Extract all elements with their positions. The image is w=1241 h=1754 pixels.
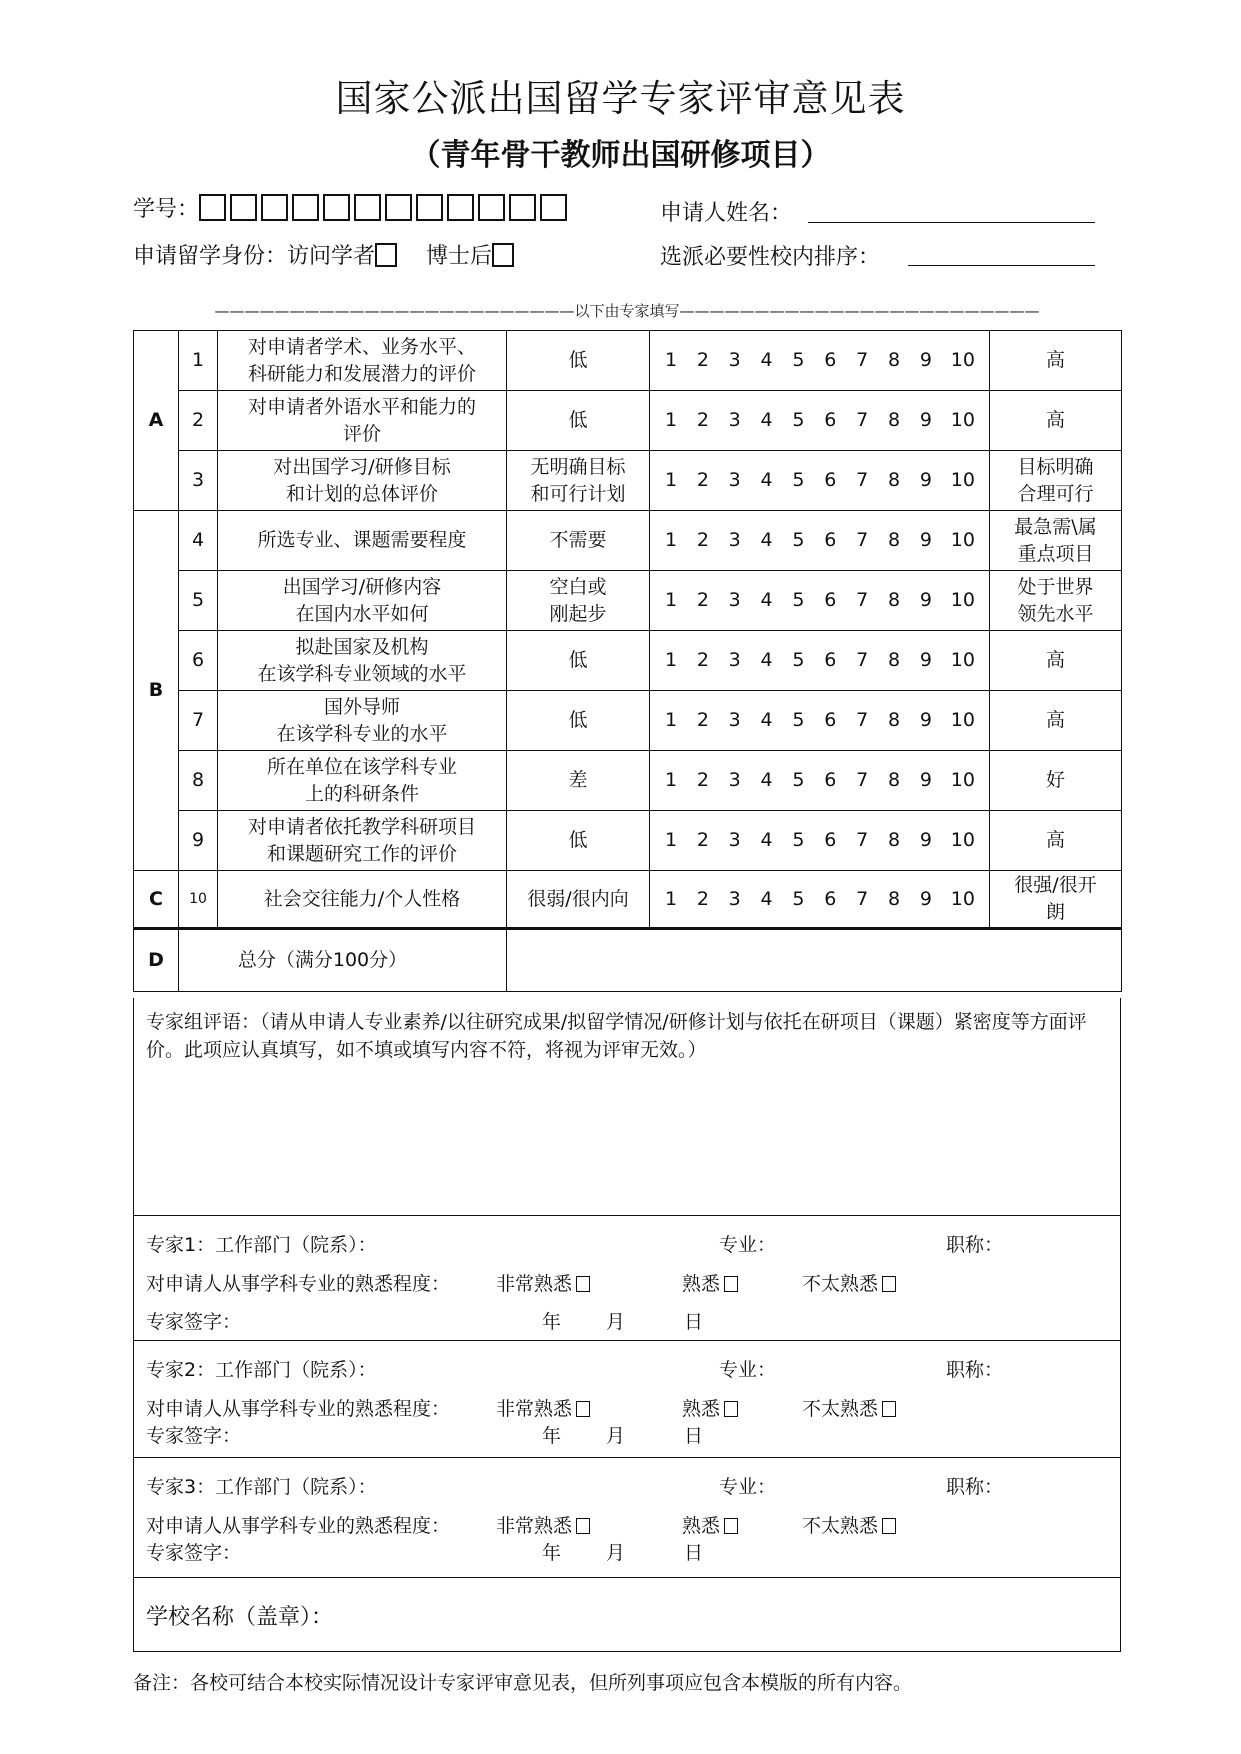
expert-department-label: 专家3：工作部门（院系）： <box>146 1476 377 1498</box>
criterion-text: 对出国学习/研修目标 和计划的总体评价 <box>218 451 507 511</box>
score-option[interactable]: 4 <box>760 529 773 551</box>
score-option[interactable]: 8 <box>887 769 901 791</box>
score-option[interactable]: 2 <box>696 887 709 910</box>
item-number: 3 <box>179 451 218 511</box>
score-option[interactable]: 9 <box>919 589 932 611</box>
student-id-digit-box[interactable] <box>230 194 257 221</box>
item-number: 5 <box>179 571 218 631</box>
high-anchor-label: 高 <box>990 391 1122 451</box>
familiar-checkbox[interactable] <box>724 1518 738 1534</box>
score-option[interactable]: 8 <box>887 829 901 851</box>
ranking-input[interactable] <box>908 265 1095 266</box>
low-anchor-label: 低 <box>507 391 650 451</box>
score-option[interactable]: 5 <box>792 529 805 551</box>
student-id-label: 学号： <box>133 197 200 222</box>
not-familiar-checkbox[interactable] <box>882 1401 896 1417</box>
option-familiar: 熟悉 <box>682 1515 721 1537</box>
score-option[interactable]: 10 <box>950 409 975 431</box>
score-option[interactable]: 1 <box>664 469 678 491</box>
date-day-label: 日 <box>684 1425 704 1447</box>
expert-major-label: 专业： <box>719 1476 777 1498</box>
applicant-name-input[interactable] <box>808 222 1095 223</box>
criterion-text: 社会交往能力/个人性格 <box>218 871 507 929</box>
score-option[interactable]: 2 <box>696 529 709 551</box>
date-month-label: 月 <box>606 1425 626 1447</box>
student-id-digit-box[interactable] <box>416 194 443 221</box>
expert-section-divider: ————————————————————————以下由专家填写———————————————————————— <box>214 302 1040 320</box>
score-option[interactable]: 4 <box>760 709 773 731</box>
option-very-familiar: 非常熟悉 <box>496 1273 573 1295</box>
form-subtitle: （青年骨干教师出国研修项目） <box>410 138 831 173</box>
score-option[interactable]: 3 <box>728 349 741 371</box>
category-label: A <box>134 331 179 511</box>
option-very-familiar: 非常熟悉 <box>496 1515 573 1537</box>
score-option[interactable]: 4 <box>760 409 773 431</box>
score-option[interactable]: 1 <box>664 589 678 611</box>
score-option[interactable]: 7 <box>856 589 869 611</box>
score-scale <box>650 871 990 929</box>
total-score-label: 总分（满分100分） <box>179 929 507 992</box>
high-anchor-label: 最急需\属 重点项目 <box>990 511 1122 571</box>
option-not-familiar: 不太熟悉 <box>802 1515 879 1537</box>
expert-department-label: 专家1：工作部门（院系）： <box>146 1234 377 1256</box>
score-option[interactable]: 5 <box>792 769 805 791</box>
criteria-row <box>134 391 1122 451</box>
score-option[interactable]: 8 <box>887 409 901 431</box>
option-not-familiar: 不太熟悉 <box>802 1273 879 1295</box>
option-familiar: 熟悉 <box>682 1273 721 1295</box>
score-option[interactable]: 7 <box>856 829 869 851</box>
score-option[interactable]: 8 <box>887 529 901 551</box>
total-score-input[interactable] <box>507 929 1122 992</box>
score-option[interactable]: 10 <box>950 469 975 491</box>
student-id-field <box>133 192 571 223</box>
score-option[interactable]: 10 <box>950 709 975 731</box>
score-option[interactable]: 2 <box>696 469 709 491</box>
student-id-digit-box[interactable] <box>385 194 412 221</box>
score-option[interactable]: 1 <box>664 829 678 851</box>
criteria-row <box>134 331 1122 391</box>
expert-2-section <box>133 1341 1121 1458</box>
score-option[interactable]: 1 <box>664 709 678 731</box>
high-anchor-label: 高 <box>990 631 1122 691</box>
score-option[interactable]: 2 <box>696 649 709 671</box>
criterion-text: 所在单位在该学科专业 上的科研条件 <box>218 751 507 811</box>
criteria-row <box>134 511 1122 571</box>
score-option[interactable]: 10 <box>950 649 975 671</box>
score-option[interactable]: 6 <box>824 409 837 431</box>
score-option[interactable]: 6 <box>824 769 837 791</box>
identity-label: 申请留学身份： <box>133 244 288 269</box>
signature-input[interactable] <box>244 1417 484 1447</box>
score-option[interactable]: 4 <box>760 589 773 611</box>
score-option[interactable]: 6 <box>824 589 837 611</box>
category-label: C <box>134 871 179 929</box>
score-option[interactable]: 9 <box>919 529 932 551</box>
signature-input[interactable] <box>244 1534 484 1564</box>
date-day-label: 日 <box>684 1542 704 1564</box>
score-option[interactable]: 6 <box>824 709 837 731</box>
score-option[interactable]: 5 <box>792 469 805 491</box>
score-option[interactable]: 1 <box>664 349 678 371</box>
category-label: B <box>134 511 179 871</box>
score-option[interactable]: 5 <box>792 649 805 671</box>
score-scale <box>650 331 990 391</box>
expert-major-label: 专业： <box>719 1359 777 1381</box>
score-option[interactable]: 9 <box>919 469 932 491</box>
score-option[interactable]: 10 <box>950 589 975 611</box>
applicant-name-label: 申请人姓名： <box>660 201 793 226</box>
score-option[interactable]: 8 <box>887 589 901 611</box>
score-option[interactable]: 1 <box>664 769 678 791</box>
student-id-digit-box[interactable] <box>509 194 536 221</box>
criterion-text: 国外导师 在该学科专业的水平 <box>218 691 507 751</box>
score-option[interactable]: 1 <box>664 529 678 551</box>
date-month-label: 月 <box>606 1542 626 1564</box>
school-name-input[interactable] <box>374 1588 1110 1641</box>
high-anchor-label: 高 <box>990 811 1122 871</box>
score-option[interactable]: 3 <box>728 829 741 851</box>
expert-1-section <box>133 1216 1121 1341</box>
score-option[interactable]: 3 <box>728 469 741 491</box>
score-option[interactable]: 4 <box>760 769 773 791</box>
school-name-label: 学校名称（盖章）： <box>146 1605 334 1630</box>
familiarity-label: 对申请人从事学科专业的熟悉程度： <box>146 1515 451 1537</box>
score-option[interactable]: 6 <box>824 349 837 371</box>
familiarity-label: 对申请人从事学科专业的熟悉程度： <box>146 1398 451 1420</box>
score-option[interactable]: 3 <box>728 589 741 611</box>
score-scale <box>650 811 990 871</box>
score-option[interactable]: 5 <box>792 349 805 371</box>
score-option[interactable]: 4 <box>760 649 773 671</box>
score-option[interactable]: 5 <box>792 589 805 611</box>
item-number: 9 <box>179 811 218 871</box>
score-option[interactable]: 7 <box>856 409 869 431</box>
category-label: D <box>134 929 179 992</box>
score-option[interactable]: 2 <box>696 589 709 611</box>
option-familiar: 熟悉 <box>682 1398 721 1420</box>
score-option[interactable]: 10 <box>950 829 975 851</box>
score-option[interactable]: 8 <box>887 649 901 671</box>
score-option[interactable]: 5 <box>792 887 805 910</box>
score-option[interactable]: 7 <box>856 469 869 491</box>
item-number: 8 <box>179 751 218 811</box>
score-option[interactable]: 10 <box>950 529 975 551</box>
score-scale <box>650 751 990 811</box>
expert-department-label: 专家2：工作部门（院系）： <box>146 1359 377 1381</box>
identity-field <box>133 239 514 270</box>
score-option[interactable]: 9 <box>919 769 932 791</box>
item-number: 1 <box>179 331 218 391</box>
score-option[interactable]: 8 <box>887 709 901 731</box>
criteria-row <box>134 751 1122 811</box>
low-anchor-label: 无明确目标 和可行计划 <box>507 451 650 511</box>
criterion-text: 对申请者外语水平和能力的 评价 <box>218 391 507 451</box>
very-familiar-checkbox[interactable] <box>576 1276 590 1292</box>
criteria-row <box>134 451 1122 511</box>
student-id-digit-box[interactable] <box>447 194 474 221</box>
criteria-row <box>134 691 1122 751</box>
comments-label: 专家组评语：（请从申请人专业素养/以往研究成果/拟留学情况/研修计划与依托在研项目（课题）紧密度等方面评价。此项应认真填写，如不填或填写内容不符，将视为评审无效。） <box>146 1011 1087 1061</box>
score-scale <box>650 631 990 691</box>
criteria-row <box>134 811 1122 871</box>
comments-section <box>133 998 1121 1216</box>
score-option[interactable]: 8 <box>887 469 901 491</box>
familiar-checkbox[interactable] <box>724 1401 738 1417</box>
expert-rank-label: 职称： <box>946 1476 1004 1498</box>
expert-rank-label: 职称： <box>946 1234 1004 1256</box>
identity-option-postdoc: 博士后 <box>426 244 493 269</box>
criteria-row <box>134 571 1122 631</box>
total-row <box>134 929 1122 992</box>
score-option[interactable]: 7 <box>856 349 869 371</box>
score-option[interactable]: 6 <box>824 529 837 551</box>
score-scale <box>650 691 990 751</box>
score-option[interactable]: 4 <box>760 829 773 851</box>
criteria-row <box>134 871 1122 929</box>
expert-3-section <box>133 1458 1121 1578</box>
criterion-text: 对申请者学术、业务水平、 科研能力和发展潜力的评价 <box>218 331 507 391</box>
score-option[interactable]: 7 <box>856 887 869 910</box>
low-anchor-label: 低 <box>507 631 650 691</box>
student-id-digit-box[interactable] <box>540 194 567 221</box>
student-id-digit-box[interactable] <box>323 194 350 221</box>
visiting-scholar-checkbox[interactable] <box>375 243 397 267</box>
score-option[interactable]: 6 <box>824 887 837 910</box>
score-option[interactable]: 3 <box>728 649 741 671</box>
score-option[interactable]: 9 <box>919 649 932 671</box>
score-option[interactable]: 7 <box>856 709 869 731</box>
postdoc-checkbox[interactable] <box>492 243 514 267</box>
score-option[interactable]: 6 <box>824 649 837 671</box>
criteria-row <box>134 631 1122 691</box>
score-option[interactable]: 4 <box>760 887 773 910</box>
option-not-familiar: 不太熟悉 <box>802 1398 879 1420</box>
date-year-label: 年 <box>542 1425 562 1447</box>
low-anchor-label: 差 <box>507 751 650 811</box>
student-id-digit-box[interactable] <box>478 194 505 221</box>
score-option[interactable]: 3 <box>728 769 741 791</box>
score-option[interactable]: 1 <box>664 409 678 431</box>
date-month-label: 月 <box>606 1311 626 1333</box>
expert-rank-label: 职称： <box>946 1359 1004 1381</box>
high-anchor-label: 很强/很开 朗 <box>990 871 1122 929</box>
comments-input[interactable] <box>144 1068 1110 1205</box>
score-option[interactable]: 4 <box>760 469 773 491</box>
criterion-text: 对申请者依托教学科研项目 和课题研究工作的评价 <box>218 811 507 871</box>
score-option[interactable]: 7 <box>856 649 869 671</box>
item-number: 2 <box>179 391 218 451</box>
score-option[interactable]: 5 <box>792 829 805 851</box>
score-option[interactable]: 4 <box>760 349 773 371</box>
student-id-digit-box[interactable] <box>292 194 319 221</box>
criteria-table <box>133 330 1122 992</box>
criterion-text: 出国学习/研修内容 在国内水平如何 <box>218 571 507 631</box>
score-option[interactable]: 1 <box>664 887 678 910</box>
score-option[interactable]: 9 <box>919 709 932 731</box>
score-option[interactable]: 9 <box>919 887 932 910</box>
score-option[interactable]: 10 <box>950 769 975 791</box>
score-scale <box>650 451 990 511</box>
score-option[interactable]: 2 <box>696 769 709 791</box>
expert-major-label: 专业： <box>719 1234 777 1256</box>
not-familiar-checkbox[interactable] <box>882 1518 896 1534</box>
score-option[interactable]: 3 <box>728 887 741 910</box>
date-year-label: 年 <box>542 1311 562 1333</box>
low-anchor-label: 很弱/很内向 <box>507 871 650 929</box>
score-option[interactable]: 9 <box>919 829 932 851</box>
date-day-label: 日 <box>684 1311 704 1333</box>
form-title: 国家公派出国留学专家评审意见表 <box>335 77 906 120</box>
school-section <box>133 1578 1121 1652</box>
score-option[interactable]: 10 <box>950 349 975 371</box>
score-option[interactable]: 8 <box>887 349 901 371</box>
score-option[interactable]: 7 <box>856 529 869 551</box>
very-familiar-checkbox[interactable] <box>576 1401 590 1417</box>
score-option[interactable]: 6 <box>824 829 837 851</box>
score-scale <box>650 571 990 631</box>
score-option[interactable]: 6 <box>824 469 837 491</box>
footnote: 备注：各校可结合本校实际情况设计专家评审意见表，但所列事项应包含本模版的所有内容。 <box>133 1672 913 1694</box>
student-id-digit-box[interactable] <box>199 194 226 221</box>
student-id-boxes <box>199 197 571 222</box>
score-scale <box>650 511 990 571</box>
familiarity-label: 对申请人从事学科专业的熟悉程度： <box>146 1273 451 1295</box>
not-familiar-checkbox[interactable] <box>882 1276 896 1292</box>
high-anchor-label: 处于世界 领先水平 <box>990 571 1122 631</box>
score-option[interactable]: 9 <box>919 409 932 431</box>
criterion-text: 所选专业、课题需要程度 <box>218 511 507 571</box>
low-anchor-label: 低 <box>507 691 650 751</box>
score-option[interactable]: 2 <box>696 349 709 371</box>
score-option[interactable]: 3 <box>728 709 741 731</box>
item-number: 10 <box>179 871 218 929</box>
student-id-digit-box[interactable] <box>261 194 288 221</box>
score-option[interactable]: 3 <box>728 409 741 431</box>
score-option[interactable]: 5 <box>792 709 805 731</box>
signature-input[interactable] <box>244 1303 484 1333</box>
score-option[interactable]: 8 <box>887 887 901 910</box>
criterion-text: 拟赴国家及机构 在该学科专业领域的水平 <box>218 631 507 691</box>
low-anchor-label: 不需要 <box>507 511 650 571</box>
date-year-label: 年 <box>542 1542 562 1564</box>
ranking-label: 选派必要性校内排序： <box>660 245 881 270</box>
identity-option-visiting-scholar: 访问学者 <box>287 244 376 269</box>
item-number: 6 <box>179 631 218 691</box>
high-anchor-label: 高 <box>990 691 1122 751</box>
familiar-checkbox[interactable] <box>724 1276 738 1292</box>
low-anchor-label: 空白或 刚起步 <box>507 571 650 631</box>
score-option[interactable]: 7 <box>856 769 869 791</box>
low-anchor-label: 低 <box>507 331 650 391</box>
signature-label: 专家签字： <box>146 1425 242 1447</box>
option-very-familiar: 非常熟悉 <box>496 1398 573 1420</box>
high-anchor-label: 高 <box>990 331 1122 391</box>
score-scale <box>650 391 990 451</box>
score-option[interactable]: 9 <box>919 349 932 371</box>
score-option[interactable]: 2 <box>696 409 709 431</box>
high-anchor-label: 好 <box>990 751 1122 811</box>
very-familiar-checkbox[interactable] <box>576 1518 590 1534</box>
score-option[interactable]: 1 <box>664 649 678 671</box>
signature-label: 专家签字： <box>146 1311 242 1333</box>
score-option[interactable]: 10 <box>950 887 975 910</box>
item-number: 4 <box>179 511 218 571</box>
score-option[interactable]: 2 <box>696 709 709 731</box>
score-option[interactable]: 5 <box>792 409 805 431</box>
score-option[interactable]: 2 <box>696 829 709 851</box>
student-id-digit-box[interactable] <box>354 194 381 221</box>
item-number: 7 <box>179 691 218 751</box>
score-option[interactable]: 3 <box>728 529 741 551</box>
signature-label: 专家签字： <box>146 1542 242 1564</box>
low-anchor-label: 低 <box>507 811 650 871</box>
high-anchor-label: 目标明确 合理可行 <box>990 451 1122 511</box>
